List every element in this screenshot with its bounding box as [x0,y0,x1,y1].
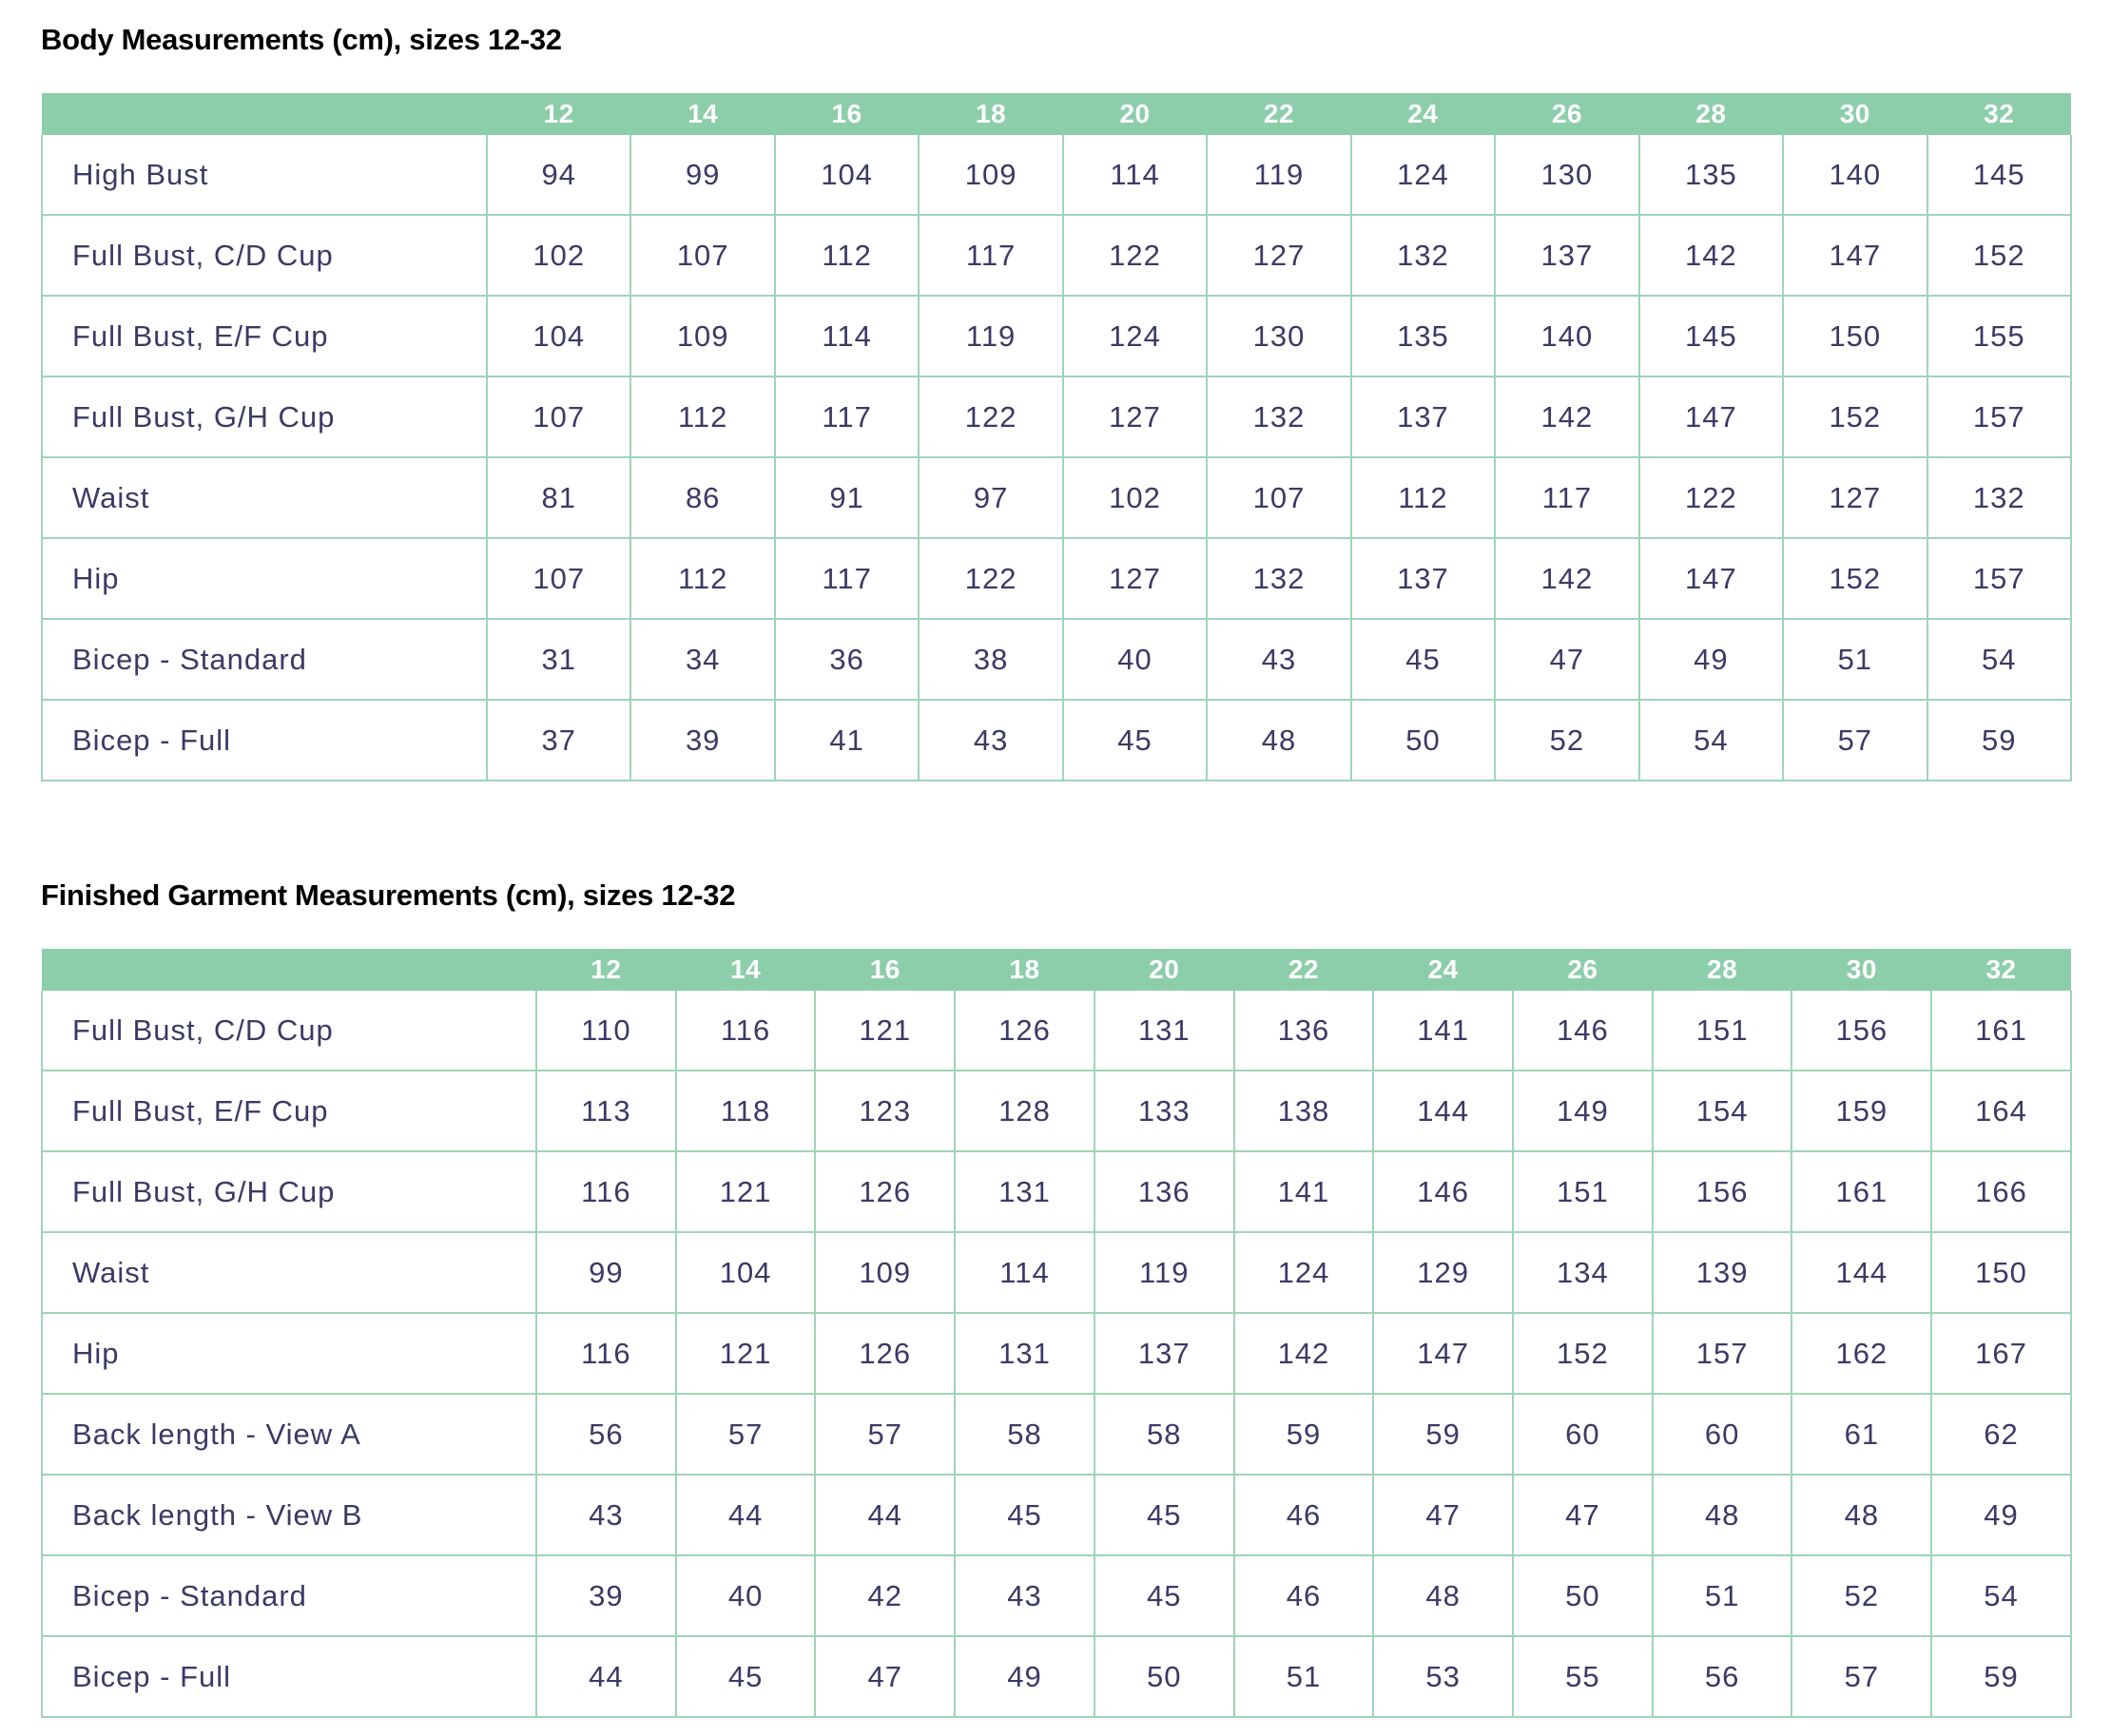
measurement-cell: 119 [919,296,1062,376]
measurement-cell: 45 [1094,1475,1234,1555]
measurement-cell: 46 [1234,1555,1374,1636]
row-label: Bicep - Full [42,700,487,781]
measurement-cell: 45 [955,1475,1094,1555]
measurement-cell: 42 [815,1555,955,1636]
measurement-cell: 141 [1234,1151,1374,1232]
measurement-cell: 151 [1513,1151,1653,1232]
measurement-cell: 110 [536,991,676,1071]
measurement-cell: 113 [536,1071,676,1151]
measurement-cell: 135 [1639,135,1783,215]
row-label: Full Bust, E/F Cup [42,1071,536,1151]
measurement-cell: 48 [1373,1555,1513,1636]
measurement-cell: 60 [1653,1394,1792,1475]
size-header-26: 26 [1495,93,1638,135]
measurement-cell: 127 [1063,376,1207,457]
measurement-cell: 144 [1791,1232,1931,1313]
measurement-cell: 58 [955,1394,1094,1475]
measurement-cell: 152 [1783,376,1927,457]
size-header-28: 28 [1653,949,1792,991]
row-label: Bicep - Full [42,1636,536,1717]
measurement-cell: 126 [955,991,1094,1071]
measurement-cell: 59 [1234,1394,1374,1475]
measurement-cell: 147 [1783,215,1927,296]
size-header-18: 18 [919,93,1062,135]
measurement-cell: 137 [1351,538,1495,619]
measurement-cell: 39 [630,700,774,781]
measurement-cell: 157 [1927,538,2071,619]
measurement-cell: 124 [1351,135,1495,215]
measurement-cell: 107 [1207,457,1350,538]
measurement-cell: 102 [487,215,630,296]
measurement-cell: 61 [1791,1394,1931,1475]
measurement-cell: 117 [1495,457,1638,538]
measurement-cell: 51 [1653,1555,1792,1636]
measurement-cell: 122 [919,376,1062,457]
measurement-cell: 112 [1351,457,1495,538]
measurement-cell: 55 [1513,1636,1653,1717]
size-header-32: 32 [1931,949,2071,991]
size-header-row [42,949,2071,991]
size-header-24: 24 [1373,949,1513,991]
measurement-cell: 121 [676,1151,816,1232]
measurement-cell: 154 [1653,1071,1792,1151]
measurement-cell: 156 [1653,1151,1792,1232]
measurement-cell: 43 [955,1555,1094,1636]
measurement-cell: 145 [1927,135,2071,215]
measurement-cell: 47 [1513,1475,1653,1555]
row-label: Back length - View B [42,1475,536,1555]
table-row [42,1555,2071,1636]
measurement-cell: 136 [1234,991,1374,1071]
size-header-16: 16 [815,949,955,991]
measurement-cell: 47 [815,1636,955,1717]
measurement-cell: 43 [919,700,1062,781]
size-header-26: 26 [1513,949,1653,991]
measurement-cell: 52 [1791,1555,1931,1636]
measurement-cell: 47 [1373,1475,1513,1555]
table-row [42,1636,2071,1717]
measurement-cell: 152 [1927,215,2071,296]
table-row [42,457,2071,538]
measurement-cell: 102 [1063,457,1207,538]
measurement-cell: 141 [1373,991,1513,1071]
body-measurements-table [41,93,2072,781]
measurement-cell: 130 [1207,296,1350,376]
measurement-cell: 150 [1783,296,1927,376]
measurement-cell: 167 [1931,1313,2071,1394]
measurement-cell: 43 [536,1475,676,1555]
measurement-cell: 118 [676,1071,816,1151]
measurement-cell: 49 [1931,1475,2071,1555]
table-row [42,1313,2071,1394]
table-row [42,215,2071,296]
measurement-cell: 44 [676,1475,816,1555]
measurement-cell: 56 [536,1394,676,1475]
measurement-cell: 50 [1351,700,1495,781]
measurement-cell: 114 [1063,135,1207,215]
measurement-cell: 142 [1495,538,1638,619]
measurement-cell: 44 [815,1475,955,1555]
measurement-cell: 54 [1931,1555,2071,1636]
measurement-cell: 146 [1373,1151,1513,1232]
table-row [42,538,2071,619]
row-label: Bicep - Standard [42,619,487,700]
measurement-cell: 45 [1063,700,1207,781]
measurement-cell: 132 [1207,376,1350,457]
measurement-cell: 46 [1234,1475,1374,1555]
row-label: Full Bust, C/D Cup [42,215,487,296]
measurement-cell: 48 [1207,700,1350,781]
table-row [42,376,2071,457]
table-row [42,619,2071,700]
measurement-cell: 129 [1373,1232,1513,1313]
measurement-cell: 36 [775,619,919,700]
measurement-cell: 49 [955,1636,1094,1717]
measurement-cell: 155 [1927,296,2071,376]
measurement-cell: 140 [1783,135,1927,215]
measurement-cell: 124 [1234,1232,1374,1313]
measurement-cell: 104 [487,296,630,376]
size-header-20: 20 [1063,93,1207,135]
measurement-cell: 52 [1495,700,1638,781]
measurement-cell: 132 [1207,538,1350,619]
measurement-cell: 147 [1639,376,1783,457]
measurement-cell: 43 [1207,619,1350,700]
size-header-22: 22 [1234,949,1374,991]
measurement-cell: 161 [1791,1151,1931,1232]
measurement-cell: 50 [1513,1555,1653,1636]
measurement-cell: 123 [815,1071,955,1151]
measurement-cell: 45 [1094,1555,1234,1636]
measurement-cell: 134 [1513,1232,1653,1313]
measurement-cell: 126 [815,1151,955,1232]
measurement-cell: 38 [919,619,1062,700]
measurement-cell: 131 [1094,991,1234,1071]
measurement-cell: 54 [1639,700,1783,781]
measurement-cell: 57 [676,1394,816,1475]
measurement-cell: 137 [1351,376,1495,457]
size-header-20: 20 [1094,949,1234,991]
measurement-cell: 37 [487,700,630,781]
body-measurements-section [41,19,2070,781]
measurement-cell: 53 [1373,1636,1513,1717]
measurement-cell: 131 [955,1151,1094,1232]
measurement-cell: 114 [955,1232,1094,1313]
measurement-cell: 107 [487,376,630,457]
measurement-cell: 151 [1653,991,1792,1071]
measurement-cell: 47 [1495,619,1638,700]
header-corner-cell [42,93,487,135]
size-header-28: 28 [1639,93,1783,135]
header-corner-cell [42,949,536,991]
measurement-cell: 135 [1351,296,1495,376]
measurement-cell: 99 [536,1232,676,1313]
measurement-cell: 132 [1351,215,1495,296]
measurement-cell: 157 [1927,376,2071,457]
table-row [42,1071,2071,1151]
measurement-cell: 119 [1207,135,1350,215]
measurement-cell: 107 [487,538,630,619]
measurement-cell: 34 [630,619,774,700]
measurement-cell: 127 [1783,457,1927,538]
measurement-cell: 157 [1653,1313,1792,1394]
row-label: Full Bust, G/H Cup [42,1151,536,1232]
measurement-cell: 156 [1791,991,1931,1071]
measurement-cell: 99 [630,135,774,215]
size-header-12: 12 [536,949,676,991]
measurement-cell: 159 [1791,1071,1931,1151]
measurement-cell: 48 [1791,1475,1931,1555]
size-header-16: 16 [775,93,919,135]
measurement-cell: 130 [1495,135,1638,215]
measurement-cell: 56 [1653,1636,1792,1717]
row-label: Hip [42,1313,536,1394]
measurement-cell: 142 [1234,1313,1374,1394]
measurement-cell: 149 [1513,1071,1653,1151]
table-row [42,1151,2071,1232]
size-header-30: 30 [1783,93,1927,135]
measurement-cell: 57 [815,1394,955,1475]
size-header-14: 14 [676,949,816,991]
measurement-cell: 126 [815,1313,955,1394]
measurement-cell: 152 [1783,538,1927,619]
measurement-cell: 117 [775,538,919,619]
measurement-cell: 150 [1931,1232,2071,1313]
table-row [42,700,2071,781]
measurement-cell: 112 [775,215,919,296]
measurement-cell: 117 [919,215,1062,296]
measurement-cell: 51 [1783,619,1927,700]
measurement-cell: 40 [676,1555,816,1636]
size-header-30: 30 [1791,949,1931,991]
row-label: Bicep - Standard [42,1555,536,1636]
measurement-cell: 97 [919,457,1062,538]
measurement-cell: 132 [1927,457,2071,538]
measurement-cell: 44 [536,1636,676,1717]
measurement-cell: 162 [1791,1313,1931,1394]
row-label: Back length - View A [42,1394,536,1475]
measurement-cell: 122 [1639,457,1783,538]
table-row [42,991,2071,1071]
measurement-cell: 137 [1495,215,1638,296]
measurement-cell: 109 [815,1232,955,1313]
measurement-cell: 45 [676,1636,816,1717]
measurement-cell: 57 [1791,1636,1931,1717]
measurement-cell: 147 [1639,538,1783,619]
measurement-cell: 31 [487,619,630,700]
measurement-cell: 94 [487,135,630,215]
measurement-cell: 127 [1207,215,1350,296]
row-label: Full Bust, E/F Cup [42,296,487,376]
measurement-cell: 59 [1931,1636,2071,1717]
measurement-cell: 122 [919,538,1062,619]
measurement-cell: 116 [676,991,816,1071]
table-row [42,1394,2071,1475]
measurement-cell: 112 [630,376,774,457]
measurement-cell: 128 [955,1071,1094,1151]
measurement-cell: 121 [676,1313,816,1394]
table-row [42,135,2071,215]
measurement-cell: 58 [1094,1394,1234,1475]
size-header-14: 14 [630,93,774,135]
size-header-22: 22 [1207,93,1350,135]
size-header-18: 18 [955,949,1094,991]
measurement-cell: 51 [1234,1636,1374,1717]
measurement-cell: 112 [630,538,774,619]
measurement-cell: 49 [1639,619,1783,700]
table-row [42,296,2071,376]
measurement-cell: 86 [630,457,774,538]
measurement-cell: 59 [1927,700,2071,781]
measurement-cell: 107 [630,215,774,296]
measurement-cell: 147 [1373,1313,1513,1394]
measurement-cell: 121 [815,991,955,1071]
measurement-cell: 60 [1513,1394,1653,1475]
measurement-cell: 116 [536,1151,676,1232]
size-header-row [42,93,2071,135]
measurement-cell: 81 [487,457,630,538]
measurement-cell: 109 [919,135,1062,215]
table-row [42,1475,2071,1555]
measurement-cell: 144 [1373,1071,1513,1151]
row-label: High Bust [42,135,487,215]
size-header-24: 24 [1351,93,1495,135]
measurement-cell: 109 [630,296,774,376]
row-label: Full Bust, C/D Cup [42,991,536,1071]
measurement-cell: 124 [1063,296,1207,376]
size-header-32: 32 [1927,93,2071,135]
measurement-cell: 166 [1931,1151,2071,1232]
measurement-cell: 104 [676,1232,816,1313]
body-measurements-title: Body Measurements (cm), sizes 12-32 [41,23,562,56]
garment-measurements-section [41,875,2070,1718]
garment-measurements-table [41,949,2072,1718]
measurement-cell: 119 [1094,1232,1234,1313]
measurement-cell: 50 [1094,1636,1234,1717]
size-header-12: 12 [487,93,630,135]
measurement-cell: 164 [1931,1071,2071,1151]
measurement-cell: 152 [1513,1313,1653,1394]
measurement-cell: 137 [1094,1313,1234,1394]
measurement-cell: 59 [1373,1394,1513,1475]
measurement-cell: 41 [775,700,919,781]
measurement-cell: 91 [775,457,919,538]
row-label: Full Bust, G/H Cup [42,376,487,457]
measurement-cell: 136 [1094,1151,1234,1232]
measurement-cell: 139 [1653,1232,1792,1313]
table-row [42,1232,2071,1313]
measurement-cell: 45 [1351,619,1495,700]
row-label: Waist [42,1232,536,1313]
measurement-cell: 116 [536,1313,676,1394]
measurement-cell: 114 [775,296,919,376]
measurement-cell: 127 [1063,538,1207,619]
row-label: Hip [42,538,487,619]
measurement-cell: 104 [775,135,919,215]
measurement-cell: 54 [1927,619,2071,700]
measurement-cell: 48 [1653,1475,1792,1555]
measurement-cell: 146 [1513,991,1653,1071]
measurement-cell: 40 [1063,619,1207,700]
measurement-cell: 39 [536,1555,676,1636]
measurement-cell: 145 [1639,296,1783,376]
measurement-cell: 57 [1783,700,1927,781]
measurement-cell: 117 [775,376,919,457]
measurement-cell: 140 [1495,296,1638,376]
row-label: Waist [42,457,487,538]
measurement-cell: 142 [1495,376,1638,457]
garment-measurements-title: Finished Garment Measurements (cm), sizes 12-32 [41,878,736,912]
measurement-cell: 161 [1931,991,2071,1071]
measurement-cell: 122 [1063,215,1207,296]
measurement-cell: 62 [1931,1394,2071,1475]
measurement-cell: 138 [1234,1071,1374,1151]
measurement-cell: 131 [955,1313,1094,1394]
measurement-cell: 142 [1639,215,1783,296]
measurement-cell: 133 [1094,1071,1234,1151]
